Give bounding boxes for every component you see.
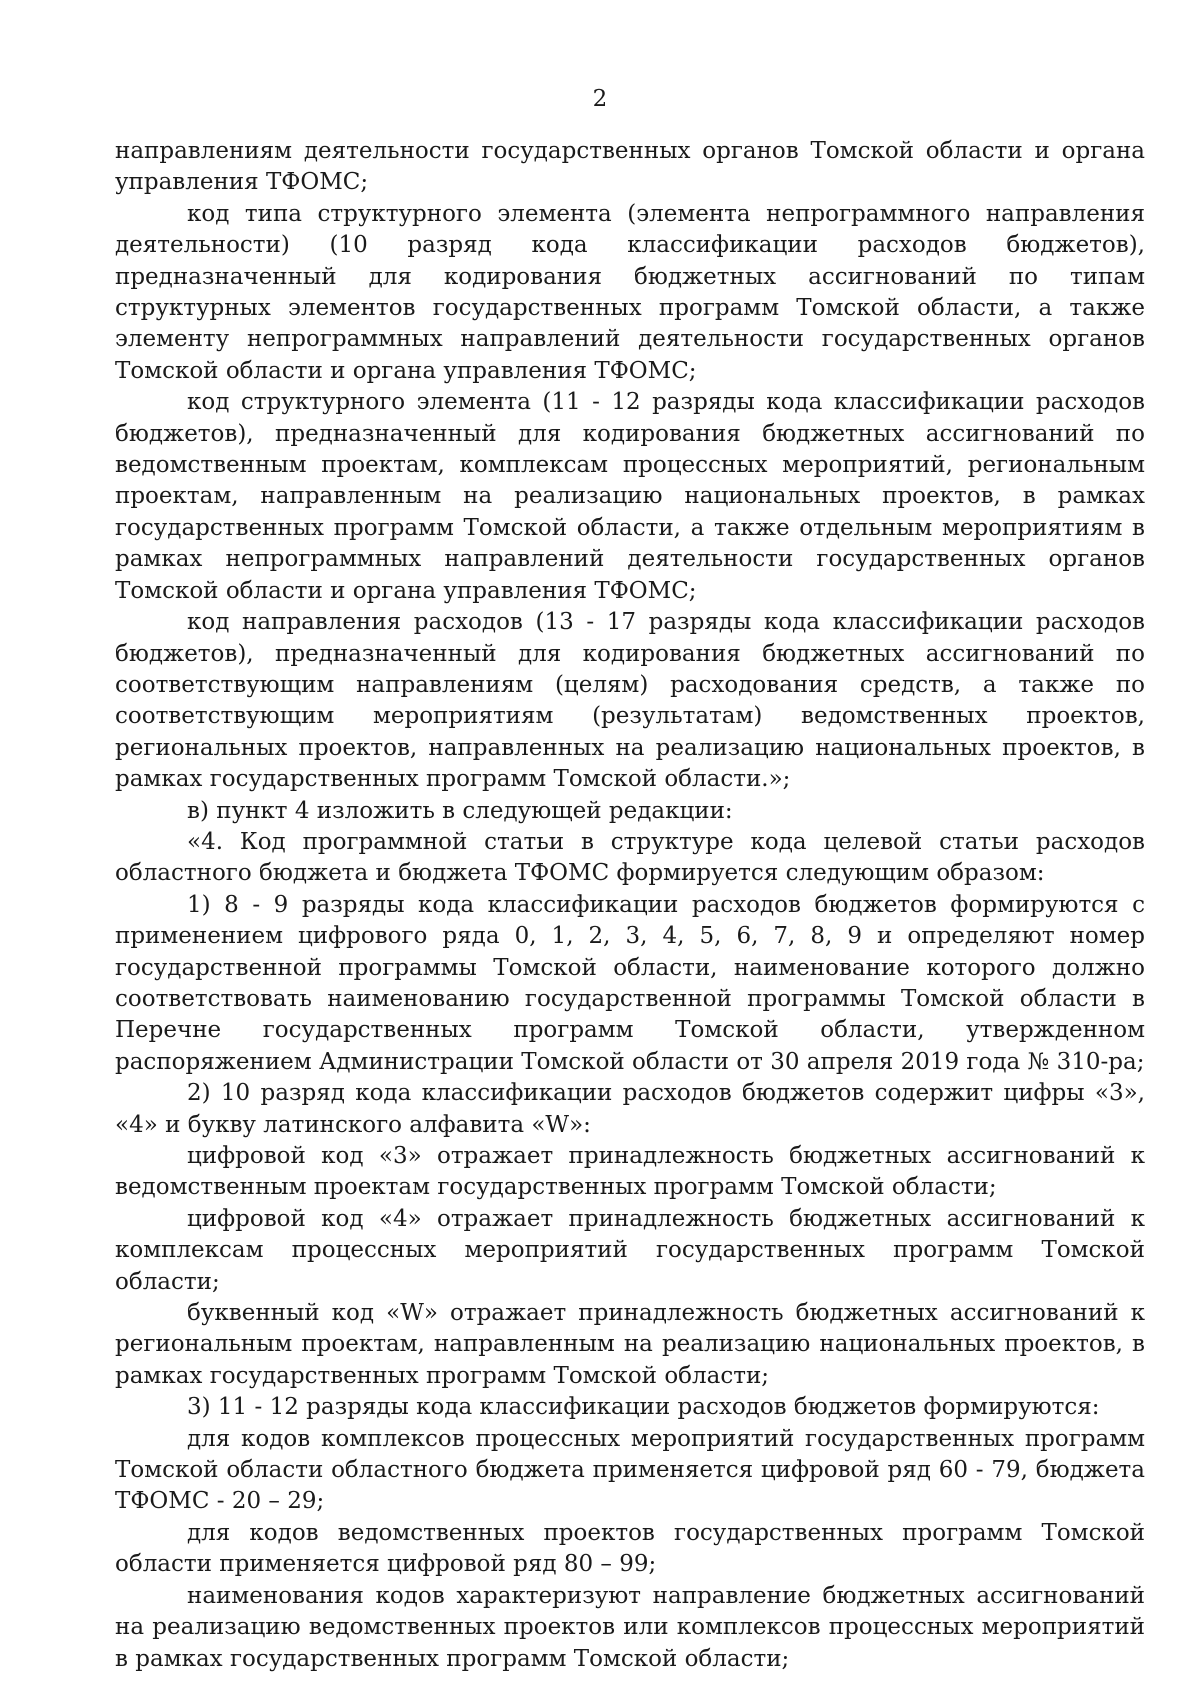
paragraph-subitem-1: 1) 8 - 9 разряды кода классификации расходов бюджетов формируются с применением цифрового ряда 0, 1, 2, 3, 4, 5, 6, 7, 8, 9 и определяют номер государственной программы Томской области, наименование которого должно соответствовать наименованию государственной программы Томской области в Перечне государственных программ Томской области, утвержденном распоряжением Администрации Томской области от 30 апреля 2019 года № 310-ра; (115, 891, 1145, 1075)
paragraph-subitem-2: 2) 10 разряд кода классификации расходов бюджетов содержит цифры «3», «4» и букву латинского алфавита «W»: (115, 1080, 1145, 1138)
paragraph-code-w: буквенный код «W» отражает принадлежность бюджетных ассигнований к региональным проектам, направленным на реализацию национальных проектов, в рамках государственных программ Томской области; (115, 1300, 1145, 1389)
paragraph-item-4-text: «4. Код программной статьи в структуре кода целевой статьи расходов областного бюджета и бюджета ТФОМС формируется следующим образом: (115, 828, 1145, 887)
paragraph-process-complex-codes: для кодов комплексов процессных мероприятий государственных программ Томской области областного бюджета применяется цифровой ряд 60 - 79, бюджета ТФОМС - 20 – 29; (115, 1425, 1145, 1515)
paragraph-code-3: цифровой код «3» отражает принадлежность бюджетных ассигнований к ведомственным проектам государственных программ Томской области; (115, 1143, 1145, 1201)
document-body (115, 136, 1145, 1675)
paragraph-item-4-amendment: в) пункт 4 изложить в следующей редакции: (187, 797, 733, 824)
paragraph-continuation: направлениям деятельности государственных органов Томской области и органа управления ТФОМС; (115, 138, 1145, 196)
paragraph-code-4: цифровой код «4» отражает принадлежность бюджетных ассигнований к комплексам процессных мероприятий государственных программ Томской области; (115, 1205, 1145, 1295)
page-number: 2 (592, 86, 608, 112)
paragraph-code-names: наименования кодов характеризуют направление бюджетных ассигнований на реализацию ведомственных проектов или комплексов процессных мероприятий в рамках государственных программ Томской области; (115, 1582, 1145, 1672)
paragraph-departmental-project-codes: для кодов ведомственных проектов государственных программ Томской области применяется цифровой ряд 80 – 99; (115, 1519, 1145, 1578)
paragraph-structural-element-type-code: код типа структурного элемента (элемента непрограммного направления деятельности) (10 разряд кода классификации расходов бюджетов), предназначенный для кодирования бюджетных ассигнований по типам структурных элементов государственных программ Томской области, а также элементу непрограммных направлений деятельности государственных органов Томской области и органа управления ТФОМС; (115, 200, 1145, 384)
paragraph-subitem-3: 3) 11 - 12 разряды кода классификации расходов бюджетов формируются: (187, 1394, 1100, 1421)
paragraph-structural-element-code: код структурного элемента (11 - 12 разряды кода классификации расходов бюджетов), предназначенный для кодирования бюджетных ассигнований по ведомственным проектам, комплексам процессных мероприятий, региональным проектам, направленным на реализацию национальных проектов, в рамках государственных программ Томской области, а также отдельным мероприятиям в рамках непрограммных направлений деятельности государственных органов Томской области и органа управления ТФОМС; (115, 389, 1145, 604)
paragraph-expense-direction-code: код направления расходов (13 - 17 разряды кода классификации расходов бюджетов), предназначенный для кодирования бюджетных ассигнований по соответствующим направлениям (целям) расходования средств, а также по соответствующим мероприятиям (результатам) ведомственных проектов, региональных проектов, направленных на реализацию национальных проектов, в рамках государственных программ Томской области.»; (115, 609, 1145, 793)
